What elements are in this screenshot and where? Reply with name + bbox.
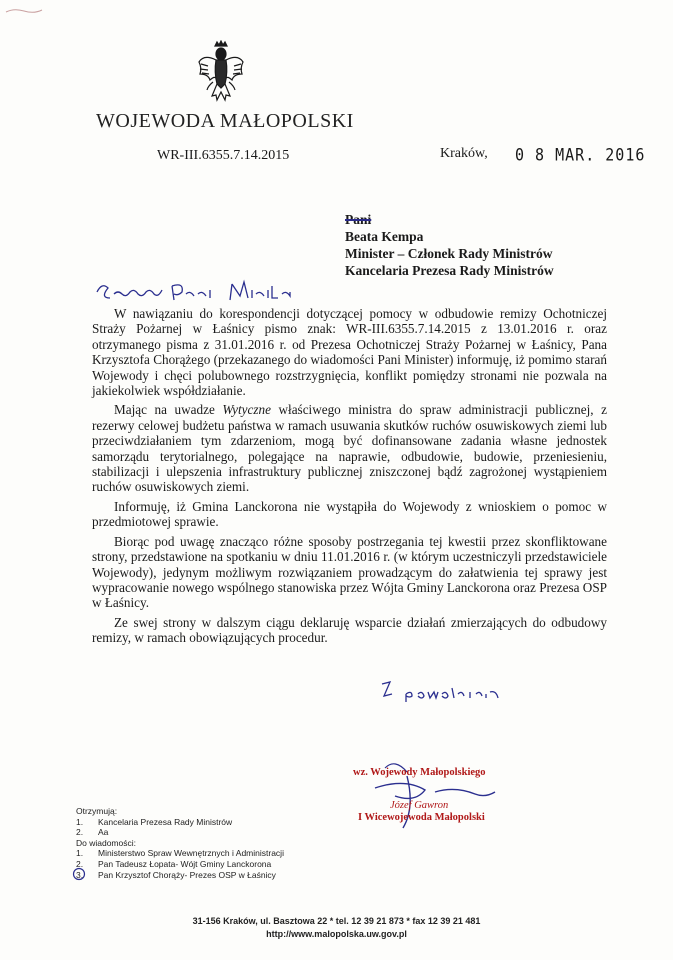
eagle-emblem-icon [196, 40, 246, 106]
list-item [76, 848, 284, 859]
list-text: Ministerstwo Spraw Wewnętrznych i Administracji [98, 848, 284, 859]
list-number: 2. [76, 827, 84, 838]
body-paragraph-4: Biorąc pod uwagę znacząco różne sposoby postrzegania tej kwestii przez skonfliktowane strony, przedstawione na spotkaniu w dniu 11.01.2016 r. (w którym uczestniczyli przedstawiciele Wojewody), jedynym możliwym rozwiązaniem prowadzącym do załatwienia tej sprawy jest wypracowanie nowego wspólnego stanowiska przez Wójta Gminy Lanckorona oraz Prezesa OSP w Łaśnicy. [92, 533, 607, 611]
letter-body [92, 306, 607, 650]
recipient-line-2: Beata Kempa [345, 229, 424, 244]
stamp-title: wz. Wojewody Małopolskiego [353, 767, 486, 778]
list-number: 2. [76, 858, 84, 869]
list-number: 1. [76, 848, 84, 859]
date-stamp: 0 8 MAR. 2016 [515, 144, 646, 166]
recipient-line-3: Minister – Członek Rady Ministrów [345, 246, 553, 261]
recipient-line-4: Kancelaria Prezesa Rady Ministrów [345, 263, 554, 278]
list-text: Aa [98, 827, 109, 838]
body-paragraph-3: Informuję, iż Gmina Lanckorona nie wystąpiła do Wojewody z wnioskiem o pomoc w przedmiotowej sprawie. [92, 498, 607, 530]
list-item [76, 827, 284, 838]
stamp-name: Józef Gawron [390, 800, 449, 811]
guidelines-italic: Wytyczne [222, 402, 271, 418]
handwritten-closing [378, 676, 528, 706]
received-label: Otrzymują: [76, 806, 118, 816]
body-paragraph-5: Ze swej strony w dalszym ciągu deklaruję wsparcie działań zmierzających do odbudowy remizy, w ramach obowiązujących procedur. [92, 614, 607, 646]
list-text: Pan Krzysztof Chorąży- Prezes OSP w Łaśnicy [98, 869, 276, 880]
body-paragraph-1: W nawiązaniu do korespondencji dotyczącej pomocy w odbudowie remizy Ochotniczej Straży Pożarnej w Łaśnicy pismo znak: WR-III.6355.7.14.2015 z 13.01.2016 r. oraz otrzymanego pisma z 31.01.2016 r. od Prezesa Ochotniczej Straży Pożarnej w Łaśnicy, Pana Krzysztofa Chorążego (przekazanego do wiadomości Pani Minister) informuję, iż pomimo starań Wojewody i chęci polubownego rozstrzygnięcia, konflikt pomiędzy stronami nie pozwala na jakiekolwiek współdziałanie. [92, 306, 607, 399]
body-paragraph-2 [92, 402, 607, 494]
organization-title: WOJEWODA MAŁOPOLSKI [96, 110, 354, 132]
corner-mark [4, 4, 44, 16]
list-item [76, 817, 284, 828]
list-text: Pan Tadeusz Łopata- Wójt Gminy Lanckorona [98, 858, 272, 869]
recipient-block [345, 211, 554, 279]
list-text: Kancelaria Prezesa Rady Ministrów [98, 816, 233, 827]
list-number-circled [76, 870, 98, 881]
body-paragraph-2-start: Mając na uwadze [114, 402, 223, 418]
circle-mark-icon [72, 867, 86, 881]
list-number: 3. [76, 869, 84, 880]
distribution-list [76, 806, 284, 880]
list-item [76, 870, 284, 881]
city-label: Kraków, [440, 146, 488, 161]
stamp-position: I Wicewojewoda Małopolski [358, 812, 485, 823]
footer-website[interactable]: http://www.malopolska.uw.gov.pl [266, 929, 407, 939]
list-item [76, 859, 284, 870]
list-number: 1. [76, 816, 84, 827]
cc-label: Do wiadomości: [76, 837, 136, 848]
reference-number: WR-III.6355.7.14.2015 [157, 148, 290, 163]
body-paragraph-2-rest: właściwego ministra do spraw administracji publicznej, z rezerwy celowej budżetu państwa w ramach usuwania skutków ruchów osuwiskowych ziemi lub przeciwdziałaniem tym zdarzeniom, mogą być dofinansowane zadania własne jednostek samorządu terytorialnego, polegające na naprawie, odbudowie, budowie, przeniesieniu, stabilizacji i ulepszenia infrastruktury publicznej zniszczonej bądź zagrożonej wystąpieniem ruchów osuwiskowych ziemi. [92, 402, 607, 495]
footer-address: 31-156 Kraków, ul. Basztowa 22 * tel. 12 39 21 873 * fax 12 39 21 481 [192, 916, 481, 926]
recipient-line-1: Pani [345, 212, 372, 227]
